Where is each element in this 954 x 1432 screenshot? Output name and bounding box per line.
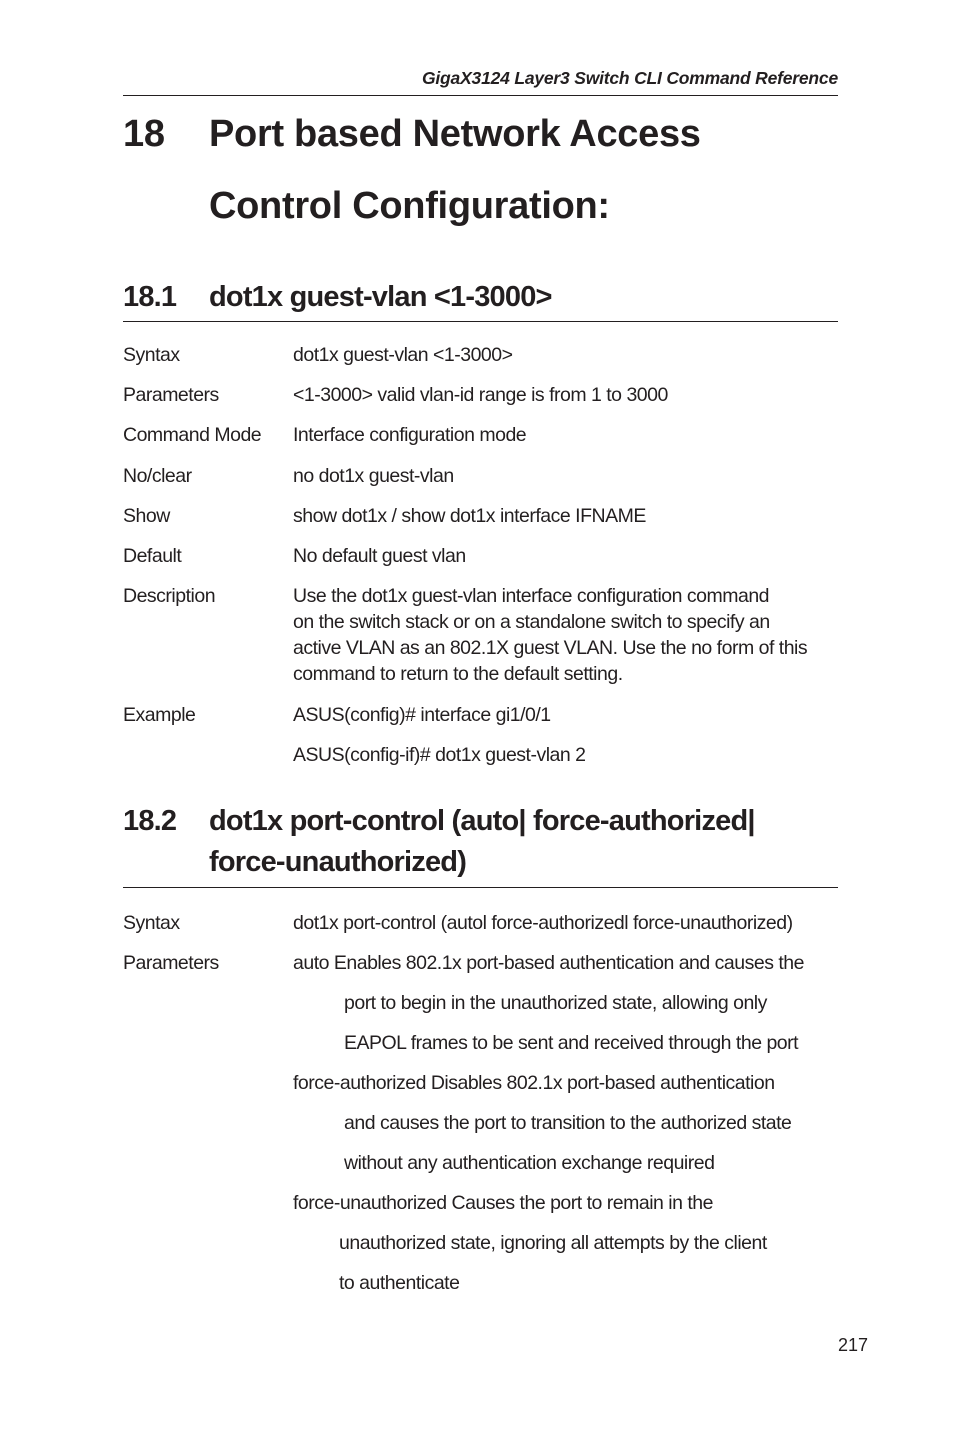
syntax-label: Syntax <box>123 344 180 366</box>
parameter-line: without any authentication exchange required <box>344 1152 715 1174</box>
description-line: Use the dot1x guest-vlan interface configuration command <box>293 585 770 607</box>
section-1-rule <box>123 321 838 322</box>
parameter-line: force-authorized Disables 802.1x port-based authentication <box>293 1072 775 1094</box>
running-header: GigaX3124 Layer3 Switch CLI Command Reference <box>421 68 838 88</box>
parameter-line: EAPOL frames to be sent and received through the port <box>344 1032 799 1054</box>
example-label: Example <box>123 704 196 726</box>
parameter-line: to authenticate <box>339 1272 460 1294</box>
default-label: Default <box>123 545 182 567</box>
section-2-title-line1: dot1x port-control (auto| force-authorized| <box>209 805 755 837</box>
header-rule <box>123 95 838 96</box>
description-line: command to return to the default setting. <box>293 663 623 685</box>
parameters-label: Parameters <box>123 384 219 406</box>
command-mode-value: Interface configuration mode <box>293 424 527 446</box>
description-line: active VLAN as an 802.1X guest VLAN. Use the no form of this <box>293 637 808 659</box>
page-number: 217 <box>837 1335 868 1355</box>
section-1-title: dot1x guest-vlan <1-3000> <box>209 281 552 313</box>
no-clear-value: no dot1x guest-vlan <box>293 465 454 487</box>
command-mode-label: Command Mode <box>123 424 262 446</box>
section-2-title-line2: force-unauthorized) <box>209 846 467 878</box>
parameters-value: <1-3000> valid vlan-id range is from 1 to 3000 <box>293 384 668 406</box>
parameter-line: and causes the port to transition to the authorized state <box>344 1112 792 1134</box>
show-label: Show <box>123 505 170 527</box>
section-2-number: 18.2 <box>123 805 177 837</box>
default-value: No default guest vlan <box>293 545 466 567</box>
syntax-label: Syntax <box>123 912 180 934</box>
example-line-1: ASUS(config)# interface gi1/0/1 <box>293 704 551 726</box>
parameters-label: Parameters <box>123 952 219 974</box>
parameter-line: force-unauthorized Causes the port to remain in the <box>293 1192 714 1214</box>
no-clear-label: No/clear <box>123 465 192 487</box>
show-value: show dot1x / show dot1x interface IFNAME <box>293 505 646 527</box>
chapter-number: 18 <box>123 113 165 155</box>
syntax-value: dot1x port-control (autol force-authorizedl force-unauthorized) <box>293 912 793 934</box>
syntax-value: dot1x guest-vlan <1-3000> <box>293 344 513 366</box>
description-value <box>293 583 853 687</box>
chapter-title-line1: Port based Network Access <box>209 113 701 155</box>
example-line-2: ASUS(config-if)# dot1x guest-vlan 2 <box>293 744 586 766</box>
chapter-title-line2: Control Configuration: <box>209 185 610 227</box>
description-line: on the switch stack or on a standalone switch to specify an <box>293 611 770 633</box>
section-1-number: 18.1 <box>123 281 177 313</box>
section-2-rule <box>123 887 838 888</box>
description-label: Description <box>123 585 216 607</box>
parameter-line: port to begin in the unauthorized state, allowing only <box>344 992 767 1014</box>
parameter-line: unauthorized state, ignoring all attempts by the client <box>339 1232 767 1254</box>
parameter-line: auto Enables 802.1x port-based authentication and causes the <box>293 952 804 974</box>
